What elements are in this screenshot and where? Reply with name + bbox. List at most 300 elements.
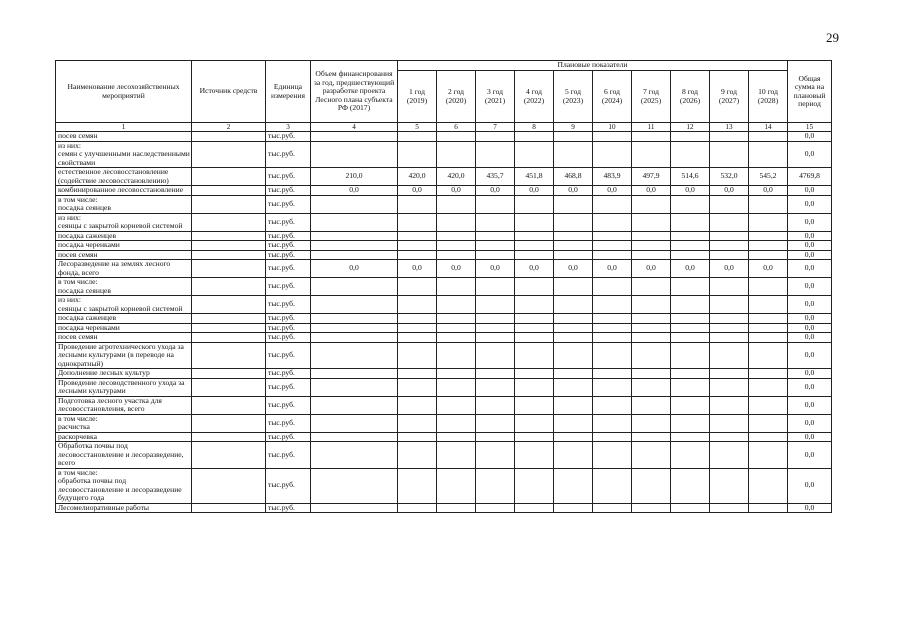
year-value: [554, 241, 593, 251]
table-row: [56, 250, 832, 260]
year-value: [554, 468, 593, 503]
year-value: 0,0: [515, 186, 554, 196]
year-value: [554, 414, 593, 432]
year-value: [593, 369, 632, 379]
column-number: 13: [710, 123, 749, 132]
year-value: [398, 369, 437, 379]
table-row: [56, 503, 832, 513]
year-value: [710, 432, 749, 442]
table-row: [56, 296, 832, 314]
table-row: [56, 195, 832, 213]
year-value: [476, 195, 515, 213]
table-row: [56, 378, 832, 396]
year-value: [749, 231, 788, 241]
year-value: [554, 141, 593, 168]
unit-cell: тыс.руб.: [266, 442, 311, 469]
year-value: [515, 314, 554, 324]
header-year: 4 год (2022): [515, 71, 554, 123]
activity-name: комбинированное лесовосстановление: [56, 186, 192, 196]
year-value: [554, 432, 593, 442]
year-value: [437, 141, 476, 168]
year-value: [710, 278, 749, 296]
year-value: [671, 195, 710, 213]
year-value: [515, 132, 554, 142]
year-value: [593, 378, 632, 396]
year-value: [710, 378, 749, 396]
year-value: [476, 314, 515, 324]
total-value: 0,0: [788, 369, 832, 379]
year-value: [632, 213, 671, 231]
year-value: [671, 468, 710, 503]
year-value: 483,9: [593, 168, 632, 186]
year-value: [437, 241, 476, 251]
year-value: [671, 369, 710, 379]
year-value: [515, 231, 554, 241]
funding-source: [192, 186, 266, 196]
year-value: 0,0: [749, 186, 788, 196]
funding-2017: [311, 132, 398, 142]
year-value: [515, 396, 554, 414]
unit-cell: тыс.руб.: [266, 323, 311, 333]
year-value: 0,0: [632, 260, 671, 278]
year-value: [398, 296, 437, 314]
year-value: [398, 132, 437, 142]
year-value: 0,0: [671, 186, 710, 196]
funding-source: [192, 333, 266, 343]
activity-name: из них: сеянцы с закрытой корневой системой: [56, 296, 192, 314]
year-value: [398, 414, 437, 432]
unit-cell: тыс.руб.: [266, 186, 311, 196]
year-value: [515, 442, 554, 469]
year-value: [515, 296, 554, 314]
year-value: [671, 323, 710, 333]
year-value: [554, 278, 593, 296]
year-value: [749, 278, 788, 296]
year-value: [554, 378, 593, 396]
table-row: [56, 314, 832, 324]
column-number: 8: [515, 123, 554, 132]
year-value: [749, 333, 788, 343]
year-value: 451,8: [515, 168, 554, 186]
year-value: [710, 442, 749, 469]
funding-2017: [311, 414, 398, 432]
funding-2017: [311, 396, 398, 414]
table-row: [56, 396, 832, 414]
year-value: [710, 296, 749, 314]
year-value: [398, 278, 437, 296]
year-value: [476, 323, 515, 333]
table-row: [56, 442, 832, 469]
unit-cell: тыс.руб.: [266, 369, 311, 379]
funding-2017: [311, 468, 398, 503]
year-value: [554, 442, 593, 469]
year-value: [710, 231, 749, 241]
activity-name: посадка черенками: [56, 323, 192, 333]
funding-2017: 0,0: [311, 260, 398, 278]
year-value: [710, 141, 749, 168]
year-value: [671, 342, 710, 369]
funding-source: [192, 378, 266, 396]
column-number: 3: [266, 123, 311, 132]
activity-name: Проведение агротехнического ухода за лесными культурами (в переводе на однократный): [56, 342, 192, 369]
header-year: 3 год (2021): [476, 71, 515, 123]
activity-name: посадка саженцев: [56, 231, 192, 241]
year-value: [749, 132, 788, 142]
year-value: [749, 378, 788, 396]
year-value: [593, 195, 632, 213]
year-value: [476, 414, 515, 432]
year-value: [749, 296, 788, 314]
year-value: 532,0: [710, 168, 749, 186]
year-value: [437, 250, 476, 260]
column-number: 4: [311, 123, 398, 132]
year-value: [554, 250, 593, 260]
total-value: 4769,8: [788, 168, 832, 186]
funding-source: [192, 260, 266, 278]
year-value: [437, 132, 476, 142]
funding-source: [192, 168, 266, 186]
year-value: [593, 333, 632, 343]
year-value: [671, 250, 710, 260]
year-value: [710, 314, 749, 324]
year-value: [749, 468, 788, 503]
unit-cell: тыс.руб.: [266, 260, 311, 278]
column-number: 15: [788, 123, 832, 132]
year-value: [710, 241, 749, 251]
total-value: 0,0: [788, 296, 832, 314]
year-value: [710, 468, 749, 503]
year-value: [515, 378, 554, 396]
funding-source: [192, 296, 266, 314]
year-value: [554, 396, 593, 414]
activity-name: Дополнение лесных культур: [56, 369, 192, 379]
year-value: [398, 141, 437, 168]
year-value: [632, 278, 671, 296]
activity-name: в том числе: посадка сеянцев: [56, 278, 192, 296]
funding-2017: [311, 278, 398, 296]
unit-cell: тыс.руб.: [266, 432, 311, 442]
header-year: 7 год (2025): [632, 71, 671, 123]
year-value: [710, 323, 749, 333]
total-value: 0,0: [788, 396, 832, 414]
year-value: [437, 442, 476, 469]
year-value: [398, 333, 437, 343]
table-row: [56, 241, 832, 251]
year-value: [710, 250, 749, 260]
year-value: [476, 396, 515, 414]
year-value: [749, 323, 788, 333]
year-value: [710, 333, 749, 343]
year-value: [710, 195, 749, 213]
year-value: [671, 141, 710, 168]
funding-source: [192, 213, 266, 231]
year-value: 545,2: [749, 168, 788, 186]
year-value: [593, 231, 632, 241]
year-value: [554, 342, 593, 369]
year-value: [398, 195, 437, 213]
year-value: [632, 231, 671, 241]
activity-name: Проведение лесоводственного ухода за лесными культурами: [56, 378, 192, 396]
year-value: [632, 396, 671, 414]
unit-cell: тыс.руб.: [266, 132, 311, 142]
year-value: [593, 342, 632, 369]
year-value: [476, 432, 515, 442]
table-row: [56, 414, 832, 432]
total-value: 0,0: [788, 414, 832, 432]
year-value: [554, 314, 593, 324]
year-value: [671, 432, 710, 442]
year-value: [476, 503, 515, 513]
unit-cell: тыс.руб.: [266, 241, 311, 251]
column-number: 12: [671, 123, 710, 132]
funding-source: [192, 241, 266, 251]
year-value: [710, 369, 749, 379]
forestry-plan-table: [55, 60, 832, 513]
year-value: [437, 468, 476, 503]
column-number: 6: [437, 123, 476, 132]
year-value: [515, 369, 554, 379]
year-value: [671, 503, 710, 513]
table-row: [56, 342, 832, 369]
year-value: [671, 333, 710, 343]
year-value: 0,0: [398, 186, 437, 196]
funding-2017: [311, 378, 398, 396]
year-value: 0,0: [671, 260, 710, 278]
header-funding: Объем финансирования за год, предшествующий разработке проекта Лесного плана субъекта РФ (2017): [311, 61, 398, 123]
header-year: 8 год (2026): [671, 71, 710, 123]
column-number: 10: [593, 123, 632, 132]
year-value: [749, 241, 788, 251]
year-value: [437, 342, 476, 369]
year-value: 0,0: [593, 186, 632, 196]
unit-cell: тыс.руб.: [266, 396, 311, 414]
year-value: [632, 378, 671, 396]
funding-2017: 0,0: [311, 186, 398, 196]
activity-name: в том числе: расчистка: [56, 414, 192, 432]
funding-source: [192, 132, 266, 142]
total-value: 0,0: [788, 250, 832, 260]
year-value: [710, 414, 749, 432]
column-number: 14: [749, 123, 788, 132]
year-value: [515, 250, 554, 260]
year-value: 0,0: [593, 260, 632, 278]
year-value: [554, 195, 593, 213]
funding-source: [192, 442, 266, 469]
funding-2017: [311, 432, 398, 442]
year-value: [476, 333, 515, 343]
year-value: [749, 250, 788, 260]
funding-source: [192, 323, 266, 333]
activity-name: посев семян: [56, 132, 192, 142]
unit-cell: тыс.руб.: [266, 503, 311, 513]
year-value: [515, 414, 554, 432]
unit-cell: тыс.руб.: [266, 342, 311, 369]
year-value: [515, 213, 554, 231]
year-value: [515, 468, 554, 503]
header-sources: Источник средств: [192, 61, 266, 123]
year-value: [554, 213, 593, 231]
year-value: [515, 241, 554, 251]
year-value: [671, 442, 710, 469]
table-row: [56, 186, 832, 196]
year-value: [437, 396, 476, 414]
year-value: [398, 231, 437, 241]
table-row: [56, 333, 832, 343]
year-value: 0,0: [554, 186, 593, 196]
year-value: [515, 278, 554, 296]
total-value: 0,0: [788, 432, 832, 442]
year-value: [476, 278, 515, 296]
total-value: 0,0: [788, 278, 832, 296]
funding-source: [192, 414, 266, 432]
total-value: 0,0: [788, 195, 832, 213]
year-value: [554, 231, 593, 241]
year-value: [632, 432, 671, 442]
year-value: 435,7: [476, 168, 515, 186]
total-value: 0,0: [788, 342, 832, 369]
table-row: [56, 468, 832, 503]
year-value: [476, 250, 515, 260]
year-value: [437, 333, 476, 343]
activity-name: Обработка почвы под лесовосстановление и лесоразведение, всего: [56, 442, 192, 469]
year-value: [398, 396, 437, 414]
header-unit: Единица измерения: [266, 61, 311, 123]
year-value: [632, 141, 671, 168]
total-value: 0,0: [788, 241, 832, 251]
year-value: [476, 378, 515, 396]
funding-2017: [311, 369, 398, 379]
unit-cell: тыс.руб.: [266, 250, 311, 260]
total-value: 0,0: [788, 503, 832, 513]
header-name: Наименование лесохозяйственных мероприятий: [56, 61, 192, 123]
year-value: [437, 314, 476, 324]
table-row: [56, 323, 832, 333]
unit-cell: тыс.руб.: [266, 278, 311, 296]
year-value: [671, 231, 710, 241]
year-value: [593, 141, 632, 168]
total-value: 0,0: [788, 186, 832, 196]
activity-name: Лесомелиоративные работы: [56, 503, 192, 513]
total-value: 0,0: [788, 213, 832, 231]
year-value: [437, 195, 476, 213]
year-value: [476, 442, 515, 469]
total-value: 0,0: [788, 442, 832, 469]
header-year: 10 год (2028): [749, 71, 788, 123]
year-value: [749, 369, 788, 379]
year-value: [476, 342, 515, 369]
year-value: [632, 414, 671, 432]
year-value: [593, 296, 632, 314]
header-year: 1 год (2019): [398, 71, 437, 123]
year-value: [554, 503, 593, 513]
funding-2017: [311, 333, 398, 343]
year-value: [515, 432, 554, 442]
activity-name: естественное лесовосстановление (содействие лесовосстановлению): [56, 168, 192, 186]
year-value: 0,0: [437, 260, 476, 278]
year-value: [671, 396, 710, 414]
header-year: 6 год (2024): [593, 71, 632, 123]
year-value: [398, 241, 437, 251]
year-value: 420,0: [398, 168, 437, 186]
unit-cell: тыс.руб.: [266, 296, 311, 314]
year-value: [593, 503, 632, 513]
year-value: 0,0: [554, 260, 593, 278]
page-number: 29: [826, 30, 839, 45]
year-value: [398, 503, 437, 513]
year-value: [398, 378, 437, 396]
year-value: [593, 213, 632, 231]
year-value: [398, 468, 437, 503]
unit-cell: тыс.руб.: [266, 213, 311, 231]
funding-2017: [311, 442, 398, 469]
activity-name: Лесоразведение на землях лесного фонда, всего: [56, 260, 192, 278]
unit-cell: тыс.руб.: [266, 414, 311, 432]
total-value: 0,0: [788, 468, 832, 503]
activity-name: Подготовка лесного участка для лесовосстановления, всего: [56, 396, 192, 414]
year-value: [593, 396, 632, 414]
year-value: [671, 314, 710, 324]
funding-2017: [311, 213, 398, 231]
year-value: [632, 323, 671, 333]
funding-2017: [311, 141, 398, 168]
year-value: [632, 296, 671, 314]
year-value: [632, 250, 671, 260]
table-row: [56, 132, 832, 142]
year-value: [710, 396, 749, 414]
funding-2017: [311, 314, 398, 324]
column-number: 2: [192, 123, 266, 132]
year-value: 0,0: [476, 260, 515, 278]
year-value: [515, 323, 554, 333]
table-row: [56, 260, 832, 278]
year-value: [593, 414, 632, 432]
year-value: [632, 132, 671, 142]
year-value: [632, 442, 671, 469]
activity-name: из них: сеянцы с закрытой корневой системой: [56, 213, 192, 231]
funding-source: [192, 314, 266, 324]
year-value: 514,6: [671, 168, 710, 186]
funding-source: [192, 396, 266, 414]
funding-source: [192, 231, 266, 241]
year-value: [749, 503, 788, 513]
year-value: [632, 342, 671, 369]
year-value: [749, 314, 788, 324]
year-value: [515, 342, 554, 369]
table-row: [56, 141, 832, 168]
column-number: 5: [398, 123, 437, 132]
year-value: [749, 342, 788, 369]
year-value: [398, 213, 437, 231]
funding-2017: [311, 195, 398, 213]
header-planned: Плановые показатели: [398, 61, 788, 71]
activity-name: посев семян: [56, 333, 192, 343]
total-value: 0,0: [788, 314, 832, 324]
total-value: 0,0: [788, 132, 832, 142]
year-value: [476, 213, 515, 231]
year-value: [476, 231, 515, 241]
table-row: [56, 278, 832, 296]
year-value: 0,0: [398, 260, 437, 278]
activity-name: раскорчевка: [56, 432, 192, 442]
year-value: [749, 432, 788, 442]
unit-cell: тыс.руб.: [266, 168, 311, 186]
total-value: 0,0: [788, 231, 832, 241]
year-value: [671, 414, 710, 432]
year-value: [515, 503, 554, 513]
table-row: [56, 213, 832, 231]
funding-2017: 210,0: [311, 168, 398, 186]
year-value: 0,0: [515, 260, 554, 278]
